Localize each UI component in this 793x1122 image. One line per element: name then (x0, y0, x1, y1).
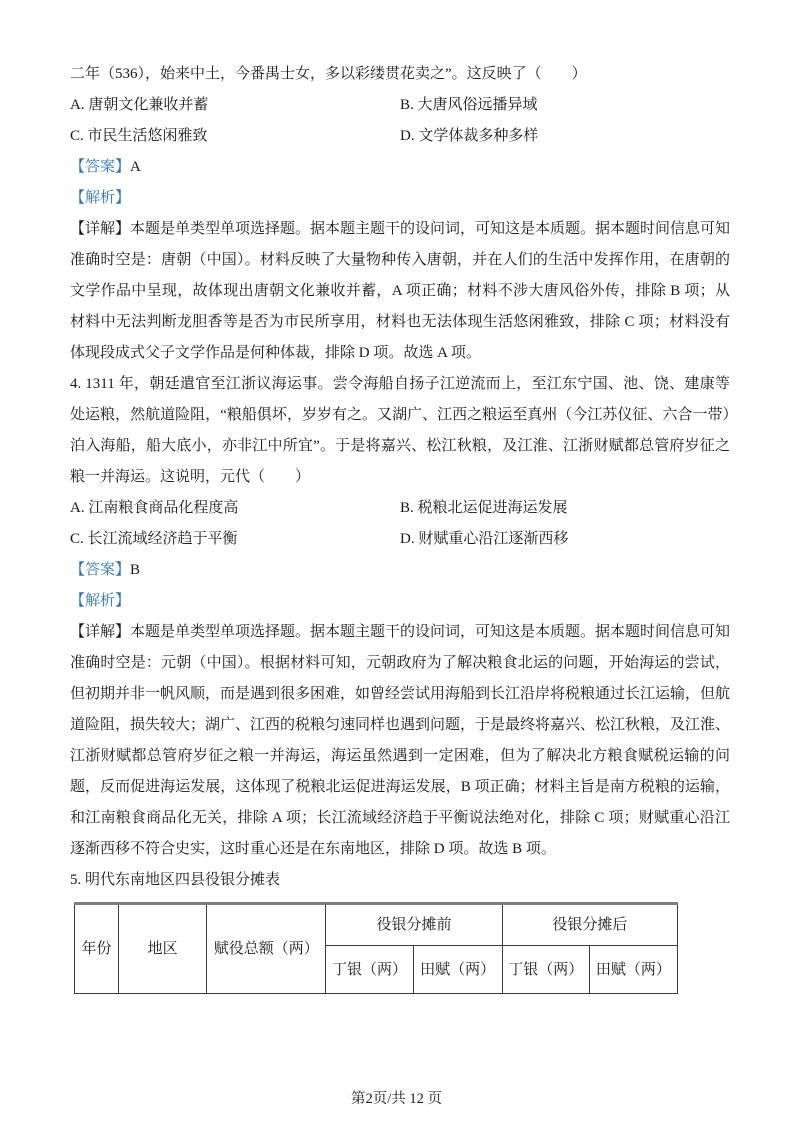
q3-stem-tail: 二年（536），始来中土，今番禺士女，多以彩缕贯花卖之”。这反映了（ ） (70, 66, 587, 82)
q3-analysis-line (70, 183, 730, 214)
q4-option-d: D. 财赋重心沿江逐渐西移 (400, 531, 569, 547)
q5-group-header-after: 役银分摊后 (502, 904, 677, 946)
q5-sub-header-dingyin-before: 丁银（两） (326, 946, 413, 994)
q3-options-row-2 (70, 121, 730, 152)
q5-sub-header-tianfu-before: 田赋（两） (413, 946, 502, 994)
q4-answer-label: 【答案】 (70, 562, 131, 578)
q5-col-header-region: 地区 (119, 904, 207, 994)
q3-options-row-1 (70, 90, 730, 121)
q4-option-c: C. 长江流域经济趋于平衡 (70, 531, 238, 547)
q4-answer-value: B (130, 562, 141, 578)
q4-options-row-2 (70, 524, 730, 555)
q5-group-header-before: 役银分摊前 (326, 904, 502, 946)
q4-option-a: A. 江南粮食商品化程度高 (70, 500, 239, 516)
q5-table-header-row-1 (75, 904, 678, 946)
q3-option-c: C. 市民生活悠闲雅致 (70, 128, 208, 144)
q3-option-b: B. 大唐风俗远播异域 (400, 97, 538, 113)
q3-analysis-label: 【解析】 (70, 190, 131, 206)
q4-options-row-1 (70, 493, 730, 524)
q3-option-d: D. 文学体裁多种多样 (400, 128, 539, 144)
q3-answer-value: A (130, 159, 141, 175)
q4-option-b: B. 税粮北运促进海运发展 (400, 500, 568, 516)
q4-answer-line (70, 555, 730, 586)
q3-answer-label: 【答案】 (70, 159, 131, 175)
q4-stem: 4. 1311 年，朝廷遣官至江浙议海运事。尝令海船自扬子江逆流而上，至江东宁国、池、饶、建康等处运粮，然航道险阻，“粮船俱坏，岁岁有之。又湖广、江西之粮运至真州（今江苏仪征、六合一带）泊入海船，船大底小，亦非江中所宜”。于是将嘉兴、松江秋粮，及江淮、江浙财赋都总管府岁征之粮一并海运。这说明，元代（ ） (70, 376, 730, 485)
q3-answer-line (70, 152, 730, 183)
q5-col-header-total: 赋役总额（两） (207, 904, 326, 994)
q5-sub-header-tianfu-after: 田赋（两） (589, 946, 677, 994)
q3-option-a: A. 唐朝文化兼收并蓄 (70, 97, 209, 113)
q4-analysis-line (70, 586, 730, 617)
q5-sub-header-dingyin-after: 丁银（两） (502, 946, 589, 994)
q5-table-title: 5. 明代东南地区四县役银分摊表 (70, 872, 281, 888)
q3-detail-paragraph: 【详解】本题是单类型单项选择题。据本题主题干的设问词，可知这是本质题。据本题时间信息可知准确时空是：唐朝（中国）。材料反映了大量物种传入唐朝，并在人们的生活中发挥作用，在唐朝的文学作品中呈现，故体现出唐朝文化兼收并蓄，A 项正确；材料不涉大唐风俗外传，排除 B 项；从材料中无法判断龙胆香等是否为市民所享用，材料也无法体现生活悠闲雅致，排除 C 项；材料没有体现段成式父子文学作品是何种体裁，排除 D 项。故选 A 项。 (70, 221, 731, 361)
q4-detail-paragraph: 【详解】本题是单类型单项选择题。据本题主题干的设问词，可知这是本质题。据本题时间信息可知准确时空是：元朝（中国）。根据材料可知，元朝政府为了解决粮食北运的问题，开始海运的尝试，但初期并非一帆风顺，而是遇到很多困难，如曾经尝试用海船到长江沿岸将税粮通过长江运输，但航道险阻，损失较大；湖广、江西的税粮匀速同样也遇到问题，于是最终将嘉兴、松江秋粮，及江淮、江浙财赋都总管府岁征之粮一并海运，海运虽然遇到一定困难，但为了解决北方粮食赋税运输的问题，反而促进海运发展，这体现了税粮北运促进海运发展，B 项正确；材料主旨是南方税粮的运输，和江南粮食商品化无关，排除 A 项；长江流域经济趋于平衡说法绝对化，排除 C 项；财赋重心沿江逐渐西移不符合史实，这时重心还是在东南地区，排除 D 项。故选 B 项。 (70, 624, 731, 857)
q5-table (74, 902, 678, 994)
page-number-footer: 第2页/共 12 页 (350, 1091, 443, 1107)
q5-col-header-year: 年份 (75, 904, 119, 994)
q4-analysis-label: 【解析】 (70, 593, 131, 609)
